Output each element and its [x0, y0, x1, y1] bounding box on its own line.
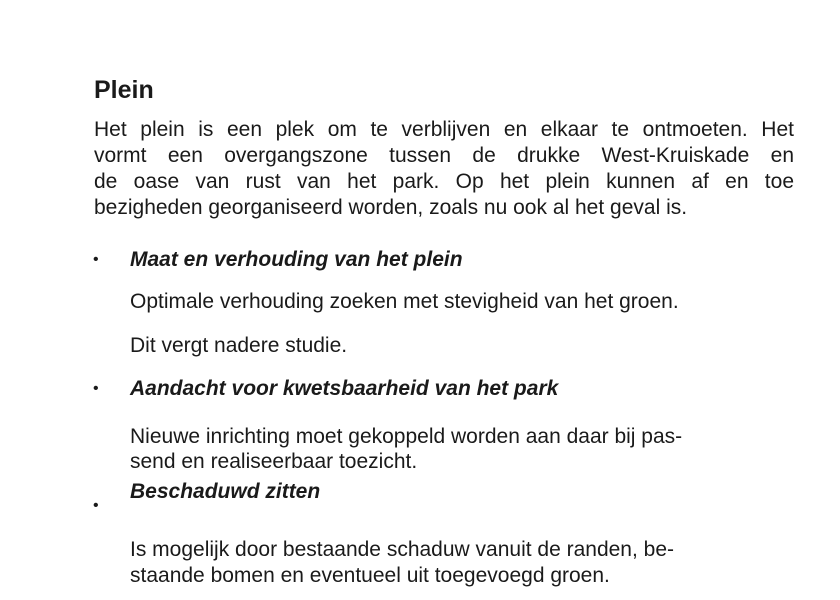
intro-paragraph — [94, 117, 794, 221]
intro-line: Het plein is een plek om te verblijven en elkaar te ontmoeten. Het — [94, 118, 794, 141]
section-heading: Plein — [94, 76, 154, 104]
item-paragraph: Optimale verhouding zoeken met stevigheid van het groen. — [130, 290, 679, 313]
item-text-line: Is mogelijk door bestaande schaduw vanuit de randen, be- — [130, 538, 675, 561]
intro-line: vormt een overgangszone tussen de drukke West-Kruiskade en — [94, 144, 794, 167]
intro-line: de oase van rust van het park. Op het plein kunnen af en toe — [94, 170, 794, 193]
bullet-icon: • — [93, 497, 99, 514]
bullet-icon: • — [93, 380, 99, 397]
bullet-icon: • — [93, 251, 99, 268]
item-title: Maat en verhouding van het plein — [130, 248, 463, 271]
item-title: Beschaduwd zitten — [130, 480, 321, 503]
item-paragraph: Dit vergt nadere studie. — [130, 334, 348, 357]
intro-line: bezigheden georganiseerd worden, zoals nu ook al het geval is. — [94, 196, 688, 219]
item-text-line: send en realiseerbaar toezicht. — [130, 450, 418, 473]
item-title: Aandacht voor kwetsbaarheid van het park — [130, 377, 559, 400]
item-text-line: Nieuwe inrichting moet gekoppeld worden aan daar bij pas- — [130, 425, 683, 448]
item-text-line: staande bomen en eventueel uit toegevoegd groen. — [130, 564, 610, 587]
